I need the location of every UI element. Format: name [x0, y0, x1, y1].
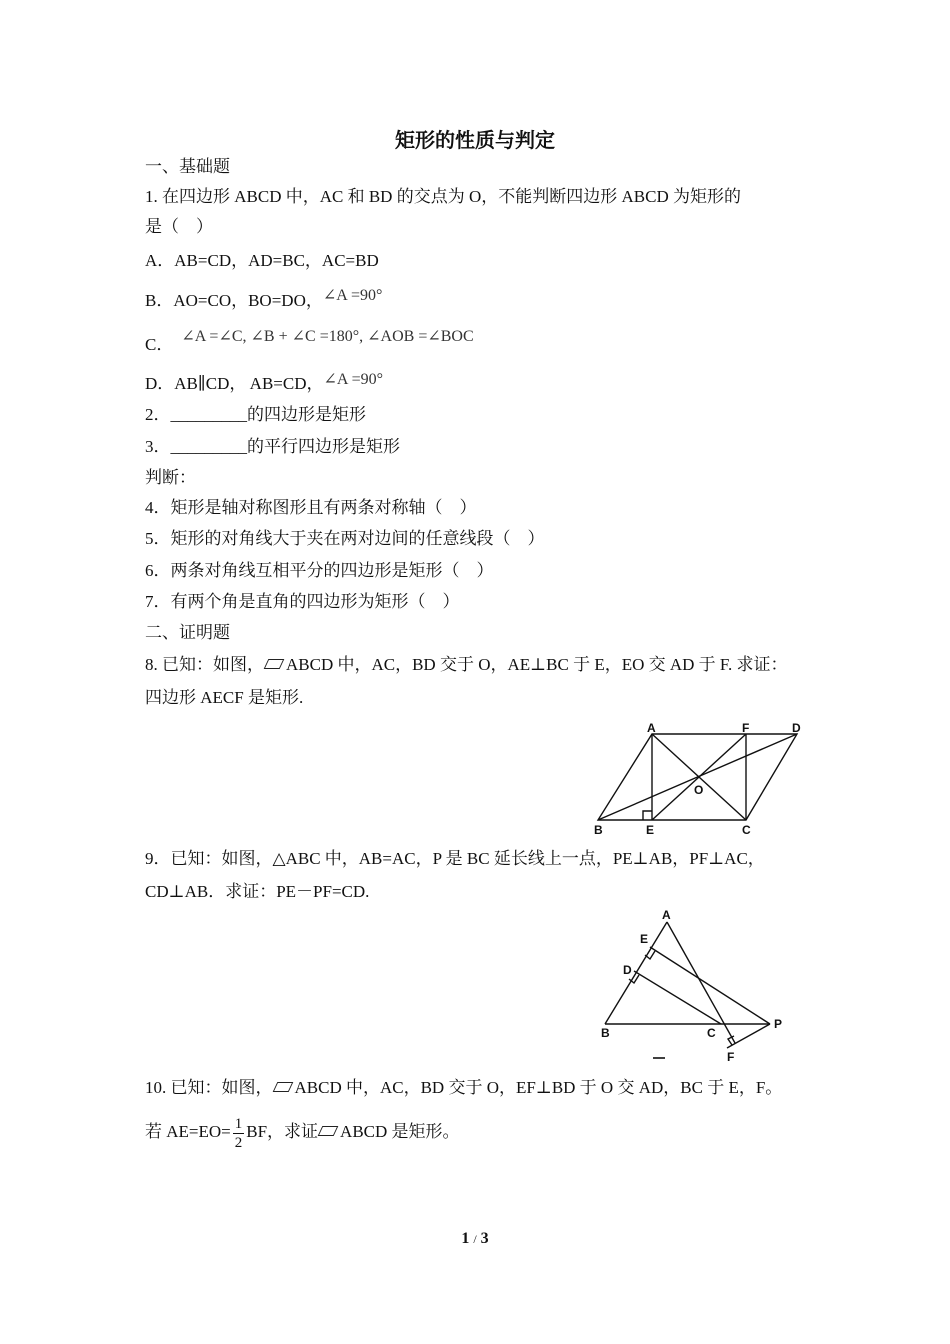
- section-heading-basic: 一、基础题: [145, 157, 230, 176]
- option-a: A．AB=CD，AD=BC，AC=BD: [145, 251, 379, 270]
- question-9-line-2: CD⊥AB．求证：PE－PF=CD.: [145, 882, 370, 901]
- label-a: A: [662, 908, 671, 922]
- option-b-math: ∠A =90°: [322, 287, 383, 304]
- label-b: B: [601, 1026, 610, 1040]
- parallelogram-icon: [318, 1126, 339, 1136]
- label-b: B: [594, 823, 603, 837]
- question-4: 4．矩形是轴对称图形且有两条对称轴（ ）: [145, 498, 477, 517]
- label-d: D: [792, 722, 801, 735]
- question-7: 7．有两个角是直角的四边形为矩形（ ）: [145, 592, 460, 611]
- side-ac: [667, 922, 735, 1043]
- option-c-math: ∠A =∠C, ∠B + ∠C =180°, ∠AOB =∠BOC: [181, 328, 474, 345]
- option-d: D．AB∥CD， AB=CD，∠A =90°: [145, 371, 383, 393]
- question-9-line-1: 9．已知：如图，△ABC 中，AB=AC，P 是 BC 延长线上一点，PE⊥AB，PF⊥AC，: [145, 849, 765, 868]
- figure-parallelogram-aecf: [590, 722, 810, 840]
- question-10-line-1: 10. 已知：如图， ABCD 中，AC，BD 交于 O，EF⊥BD 于 O 交 AD，BC 于 E，F。: [145, 1078, 783, 1097]
- option-d-math: ∠A =90°: [323, 371, 383, 388]
- question-2: 2．_________的四边形是矩形: [145, 405, 366, 424]
- question-1-line-1: 1. 在四边形 ABCD 中，AC 和 BD 的交点为 O，不能判断四边形 ABCD 为矩形的: [145, 187, 741, 206]
- label-d: D: [623, 963, 632, 977]
- page-title: 矩形的性质与判定: [395, 130, 555, 152]
- question-5: 5．矩形的对角线大于夹在两对边间的任意线段（ ）: [145, 529, 545, 548]
- label-e: E: [640, 932, 649, 946]
- segment-pe: [650, 947, 770, 1024]
- right-angle-mark: [643, 811, 652, 820]
- label-e: E: [646, 823, 655, 837]
- label-a: A: [647, 722, 656, 735]
- question-8-line-1: 8. 已知：如图， ABCD 中，AC，BD 交于 O，AE⊥BC 于 E，EO 交 AD 于 F. 求证：: [145, 655, 788, 674]
- diagonal-bd: [598, 734, 797, 820]
- question-8-line-2: 四边形 AECF 是矩形.: [145, 688, 304, 707]
- parallelogram-icon: [272, 1082, 293, 1092]
- segment-cd: [634, 971, 721, 1024]
- label-c: C: [707, 1026, 716, 1040]
- section-heading-proof: 二、证明题: [145, 623, 230, 642]
- label-f: F: [742, 722, 750, 735]
- page-number: 1 / 3: [461, 1230, 489, 1247]
- label-o: O: [694, 783, 704, 797]
- question-6: 6．两条对角线互相平分的四边形是矩形（ ）: [145, 561, 494, 580]
- label-f: F: [727, 1050, 735, 1064]
- option-b: B．AO=CO，BO=DO，∠A =90°: [145, 287, 383, 310]
- question-3: 3．_________的平行四边形是矩形: [145, 437, 400, 456]
- judge-heading: 判断：: [145, 468, 196, 487]
- label-p: P: [774, 1017, 783, 1031]
- parallelogram-icon: [264, 659, 285, 669]
- fraction-one-half: $\frac{1}{2}$: [234, 1115, 243, 1151]
- option-c: C． ∠A =∠C, ∠B + ∠C =180°, ∠AOB =∠BOC: [145, 328, 474, 354]
- label-c: C: [742, 823, 751, 837]
- question-1-line-2: 是（ ）: [145, 217, 213, 236]
- question-10-line-2: 若 AE=EO= $\frac{1}{2}$ BF，求证 ABCD 是矩形。: [145, 1115, 460, 1151]
- figure-triangle-abc: [595, 908, 795, 1068]
